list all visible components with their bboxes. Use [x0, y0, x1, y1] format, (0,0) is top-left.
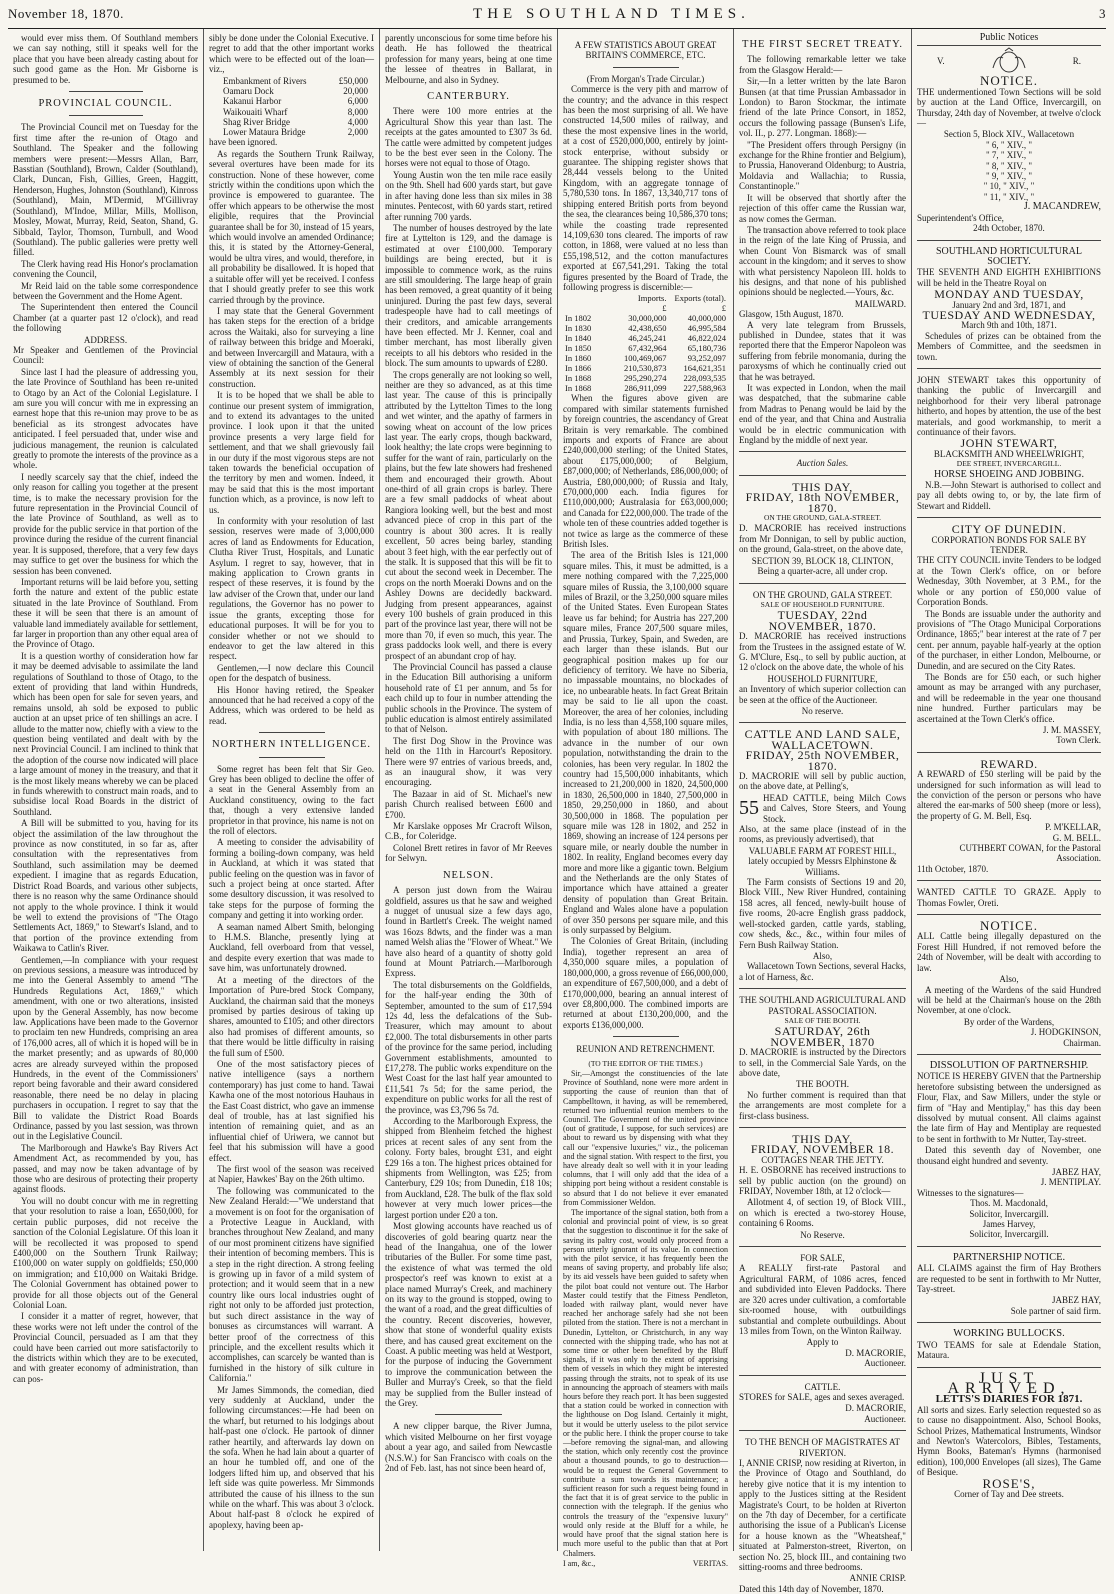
- ad-body: A REALLY first-rate Pastoral and Agricultural FARM, of 1086 acres, fenced and subdivided into Eleven Paddocks. There are 320 acres under cultivation, a comfortable six-roomed house, with outbuildings substantial and complete outbuildings. About 13 miles from Town, on the Winton Railway.: [739, 1263, 906, 1336]
- divider: [739, 988, 906, 989]
- columns: [8, 29, 1106, 1594]
- notice-subtitle: CORPORATION BONDS FOR SALE BY TENDER.: [931, 534, 1087, 556]
- divider: [739, 722, 906, 723]
- shop-name: ROSE'S,: [982, 1475, 1036, 1491]
- divider: [739, 1430, 906, 1431]
- table-row: In 1830 42,438,650 46,995,584: [565, 323, 726, 334]
- ad-also: Also,: [812, 950, 833, 961]
- notice-signature: CUTHBERT COWAN, for the Pastoral Association.: [959, 843, 1101, 864]
- paragraph: Young Austin won the ten mile race easily on the 9th. Shell had 600 yards start, but gave in after having done less than six miles in 38 minutes. Pentecost, with 60 yards start, retired after running 700 yards.: [385, 169, 552, 222]
- paragraph: A new clipper barque, the River Jumna, which visited Melbourne on her first voyage about a year ago, and sailed from Newcastle (N.S.W.) for San Francisco with coals on the 2nd of Feb. last, has not since been heard of,: [385, 1421, 552, 1474]
- notice-date: MONDAY AND TUESDAY,: [934, 287, 1084, 302]
- notice-body: A meeting of the Wardens of the said Hundred will be held at the Chairman's house on the 28th November, at one o'clock.: [917, 984, 1101, 1016]
- divider: [435, 1414, 502, 1415]
- address-heading: ADDRESS.: [83, 334, 128, 345]
- paragraph: The total disbursements on the Goldfields, for the half-year ending the 30th of September, amounted to the sum of £17,594 12s 4d, less the defalcations of the Sub-Treasurer, which may amount to about £2,000. The total disbursements in other parts of the province for the same period, including Government establishments, amounted to £17,278. The public works expenditure on the West Coast for the last half year amounted to £11,541 7s 5d; for the same period, the expenditure on public works for all the rest of the province, was £3,796 5s 7d.: [385, 979, 552, 1115]
- paragraph: A very late telegram from Brussels, published in Dundee, states that it was reported there that the Emperor Napoleon was suffering from febrile monomania, during the paroxysms of which he continually cried out that he was betrayed.: [739, 319, 906, 382]
- royal-crest: V. R.: [917, 46, 1101, 76]
- paragraph: It is to be hoped that we shall be able to continue our present system of immigration, and to extend its advantages to the united province. I look upon it that the united province presents a very large field for settlement, and that we shall grievously fail in our duty if the most vigorous steps are not taken towards the beneficial occupation of the territory by men and women. Indeed, it may be said that this is the most important function which, as a province, is now left to us.: [209, 390, 374, 515]
- ad-body: Wallacetown Town Sections, several Hacks, a lot of Harness, &c.: [739, 961, 906, 982]
- paragraph: The Provincial Council met on Tuesday for the first time after the re-union of Otago and Southland. The Speaker and the following members were present:—Messrs Allan, Barr, Basstian (Southland), Brown, Calder (Southland), Clark, Duncan, Fish, Gillies, Green, Haggitt, Henderson, Hughes, Johnston (Southland), Kinross (Southland), Main, M'Dermid, M'Gillivray (Southland), M'Indoe, Millar, Mills, Mollison, Mosley, Mowat, Murray, Reid, Seaton, Shand, G. Sibbald, Taylor, Thomson, Turnbull, and Wood (Southland). The public galleries were pretty well filled.: [13, 122, 198, 258]
- letter-signoff: I am, &c., VERITAS.: [563, 1558, 728, 1568]
- source-note: (From Morgan's Trade Circular.): [586, 73, 705, 84]
- divider: [917, 240, 1101, 241]
- ad-body: D. MACRORIE has received instructions from the Trustees in the assigned estate of W. G. M'Clure, Esq., to sell by public auction, at 12 o'clock on the above date, the whole of his: [739, 631, 906, 673]
- list-item: Lower Mataura Bridge 2,000: [223, 127, 368, 138]
- divider: [69, 115, 143, 116]
- ad-name: D. MACRORIE,: [845, 1403, 906, 1414]
- ad-reserve: No reserve.: [801, 705, 844, 716]
- ad-subtitle: SALE OF HOUSEHOLD FURNITURE.: [760, 599, 885, 609]
- divider: [739, 1127, 906, 1128]
- ad-item: THE BOOTH.: [796, 1079, 849, 1090]
- paragraph: The first wool of the season was received at Napier, Hawkes' Bay on the 26th ultimo.: [209, 1164, 374, 1185]
- masthead: [8, 6, 1106, 29]
- table-row: In 1868 286,911,099 227,588,963: [565, 383, 726, 394]
- ad-role: Auctioneer.: [864, 1358, 906, 1369]
- paragraph: Sir,—In a letter written by the late Baron Bunsen (at that time Prussian Ambassador in London) to Baron Stockmar, the intimate friend of the late Prince Consort, in 1852, occurs the following passage (Bunsen's Life, vol. II., p. 277. Longman. 1868):—: [739, 76, 906, 139]
- ad-title: CATTLE.: [804, 1381, 841, 1392]
- paragraph: One of the most satisfactory pieces of native intelligence (says a northern contemporary) has just come to hand. Tawai Kawha one of the most notorious Hauhaus in the East Coast district, who gave an immense deal of trouble, has at last signified his intention of remaining quiet, and as an influential chief of Uriwera, we cannot but feel that his submission will have a good effect.: [209, 1058, 374, 1163]
- notice-signature: J. MENTIPLAY.: [1040, 1177, 1101, 1188]
- paragraph: The number of houses destroyed by the late fire at Lyttelton is 129, and the damage is estimated at over £100,000. Temporary buildings are being erected, but it is impossible to commence work, as the ruins are still smouldering. The large heap of grain has been removed, a great quantity of it being uninjured. During the past few days, several tradespeople have had to call meetings of their creditors, and amicable arrangements have been effected. Mr J. Kenner, coal and timber merchant, has most liberally given receipts to all his debtors who resided in the block. The sum amounts to upwards of £280.: [385, 222, 552, 369]
- ad-title: THE SOUTHLAND AGRICULTURAL AND PASTORAL ASSOCIATION.: [739, 995, 906, 1016]
- notice-signature: P. M'KELLAR,: [1045, 822, 1101, 833]
- paragraph: It is a question worthy of consideration how far it may be deemed advisable to assimilate the land regulations of Southland to those of Otago, to the extent of providing that land within Hundreds, which has been open for sale for seven years, and remains unsold, ah sold be exposed to public auction at an upset price of ten shillings an acre. I allude to the matter now, chiefly with a view to the question being ventilated and dealt with by the next Provincial Council. I am inclined to think that the adoption of the course now indicated will place a large amount of money in the treasury, and that it is the most likely means whereby we can be placed in funds wherewith to construct main roads, and to subsidise local Road Boards in the district of Southland.: [13, 650, 198, 817]
- divider: [69, 91, 143, 92]
- notice-body: NOTICE IS HEREBY GIVEN that the Partnership heretofore subsisting between the undersigned as Flour, Flax, and Saw Millers, under the style or firm of "Hay and Mentiplay," has this day been dissolved by mutual consent. All claims against the late firm of Hay and Mentiplay are requested to be sent in forthwith to Mr Nutter, Tay-street.: [917, 1071, 1101, 1144]
- notice-date: 24th October, 1870.: [973, 223, 1045, 234]
- notice-body: N.B.—John Stewart is authorised to collect and pay all debts owing to, or by, the late firm of Stewart and Riddell.: [917, 480, 1101, 511]
- list-item: " 8, " XIV., ": [985, 160, 1033, 171]
- table-row: In 1860 100,469,067 93,252,097: [565, 353, 726, 364]
- notice-body: A REWARD of £50 sterling will be paid by the undersigned for such information as will lead to the conviction of the person or persons who have altered the ear-marks of 500 sheep (more or less), the property of G. M. Bell, Esq.: [917, 769, 1101, 821]
- paragraph: As regards the Southern Trunk Railway, several overtures have been made for its construction. None of these however, come strictly within the conditions upon which the province is empowered to guarantee. The offer which appears to be otherwise the most eligible, requires that the Provincial guarantee shall be for 30, instead of 15 years, which would involve an amended Ordinance; this, it is stated by the Attorney-General, would be ultra vires, and would, therefore, in all probability be disallowed. It is hoped that a suitable offer will yet be received. I confess that I should greatly prefer to see this work carried through by the province.: [209, 148, 374, 305]
- list-item: " 9, " XIV., ": [985, 171, 1033, 182]
- notice-name: JOHN STEWART,: [960, 436, 1058, 451]
- divider: [739, 1246, 906, 1247]
- ad-day: THIS DAY,: [792, 479, 853, 494]
- ad-item: VALUABLE FARM AT FOREST HILL,: [748, 845, 897, 856]
- signature: MAILWARD.: [854, 298, 906, 309]
- column-3: [380, 29, 558, 1551]
- column-1: [8, 29, 204, 1551]
- notice-title: NOTICE.: [980, 918, 1038, 934]
- notice-role: Chairman.: [1063, 1037, 1101, 1048]
- paragraph: The Colonies of Great Britain, (including India), together represent an area of 4,350,000 square miles, a population of 180,000,000, a gross revenue of £66,000,000, an expenditure of £67,500,000, and a debt of £170,000,000, bearing an annual interest of over £8,800,000. The combined imports are returned at about £130,200,000, and the exports £136,000,000.: [563, 936, 728, 1030]
- notice-office: Superintendent's Office,: [917, 212, 1004, 223]
- divider: [739, 583, 906, 584]
- ad-item: HOUSEHOLD FURNITURE,: [767, 673, 878, 684]
- paragraph: The Provincial Council has passed a clause in the Education Bill authorising a uniform household rate of £1 per annum, and 5s for each child up to four in number attending the public schools in the Province. The system of public education is almost entirely assimilated to that of Nelson.: [385, 661, 552, 735]
- auction-sales-heading: Auction Sales.: [796, 458, 849, 469]
- notice-body: Schedules of prizes can be obtained from the Members of Committee, and the seedsmen in town.: [917, 330, 1101, 362]
- paragraph: The following was communicated to the New Zealand Herald:—"We understand that a movement is on foot for the organisation of a Protective League in Auckland, with branches throughout New Zealand, and many of our most prominent citizens have signified their intention of becoming members. This is a step in the right direction. A strong feeling is growing up in favor of a mild system of protection; and it would seem that in a new country like ours local industries ought of right not only to be afforded just protection, but such direct assistance in the way of bonuses as circumstances will warrant. A better proof of the correctness of this principle, and the excellent results which it accomplishes, can scarcely be wanted than is furnished in the history of silk culture in California.": [209, 1185, 374, 1384]
- notice-title: WORKING BULLOCKS.: [953, 1328, 1065, 1340]
- paragraph: Gentlemen,—I now declare this Council open for the despatch of business.: [209, 662, 374, 684]
- ad-title: ON THE GROUND, GALA STREET.: [752, 589, 893, 600]
- ad-body: D. MACRORIE is instructed by the Directors to sell, in the Commercial Sale Yards, on the above date,: [739, 1047, 906, 1078]
- paragraph: Mr James Simmonds, the comedian, died very suddenly at Auckland, under the following circumstances:—He had been on the wharf, but returned to his lodgings about half-past one o'clock. He partook of dinner rather heartily, and afterwards lay down on the sofa. When he had lain about a quarter of an hour he tumbled off, and one of the lodgers lifted him up, and observed that his left side was quite powerless. Mr Simmonds attributed the cause of his illness to the sun while on the wharf. This was about 3 o'clock. About half-past 8 o'clock he expired of apoplexy, having been ap-: [209, 1384, 374, 1530]
- notice-body: TWO TEAMS for sale at Edendale Station, Mataura.: [917, 1339, 1101, 1361]
- witness-role: Solicitor, Invercargill.: [969, 1229, 1049, 1240]
- divider: [917, 880, 1101, 881]
- ad-body: STORES for SALE, ages and sexes averaged.: [739, 1391, 905, 1402]
- paragraph: Sir,—Amongst the constituencies of the late Province of Southland, none were more ardent in supporting the cause of reunion than that of Campbelltown, it having, as will be remembered, returned two influential reunion members to the Council. The Government of the united province (out of gratitude, I suppose, for such services) are about to reward us by dispensing with what they call our "expensive luxuries," viz., the policeman and the signal station. With respect to the first, you have already dealt so well with it in your leading columns, that I will only add that the idea of a shipping port being without a resident constable is so absurd that I do not believe it ever emanated from Commissioner Weldon.: [563, 1068, 728, 1207]
- paragraph: It was expected in London, when the mail was despatched, that the submarine cable from Madras to Penang would be laid by the end of the year, and that China and Australia would be in electric communication with England by the middle of next year.: [739, 383, 906, 446]
- notice-title: REWARD.: [980, 756, 1038, 771]
- page-number: 3: [1099, 6, 1106, 21]
- notice-role: Sole partner of said firm.: [1010, 1305, 1101, 1316]
- paragraph: His Honor having retired, the Speaker announced that he had received a copy of the Address, which was ordered to be held as read.: [209, 684, 374, 726]
- notice-signature: JABEZ HAY,: [1051, 1295, 1101, 1306]
- table-row: In 1802 30,000,000 40,000,000: [565, 313, 726, 324]
- paragraph: Some regret has been felt that Sir Geo. Grey has been obliged to decline the offer of a seat in the General Assembly from an Auckland constituency, owing to the fact that, though a very extensive landed proprietor in that province, his name is not on the roll of electors.: [209, 763, 374, 836]
- ad-body: H. E. OSBORNE has received instructions to sell by public auction (on the ground) on FRIDAY, November 18th, at 12 o'clock—: [739, 1165, 906, 1197]
- notice-title: PARTNERSHIP NOTICE.: [952, 1251, 1066, 1263]
- section-heading-reunion: REUNION AND RETRENCHMENT.: [576, 1044, 715, 1055]
- column-4: [558, 29, 734, 1568]
- notice-body: ALL CLAIMS against the firm of Hay Brothers are requested to be sent in forthwith to Mr Nutter, Tay-street.: [917, 1263, 1101, 1295]
- list-item: Embankment of Rivers £50,000: [223, 75, 368, 86]
- paragraph: The importance of the signal station, both from a colonial and provincial point of view, is so great that the suggestion to discontinue it for the sake of saving its paltry cost, would only proceed from a person utterly ignorant of its value. In connection with the pilot service, it has frequently been the means of saving property, and probably life also; by its aid vessels have been guided to safety when the pilot boat could not venture out. The Harbor Master could testify that the Fitness Pendleton, loaded with railway plant, would never have reached her anchorage safely had she not been piloted from the station. There is not a merchant in Dunedin, Lyttelton, or Christchurch, in any way connected with the shipping trade, who has not at some time or other been benefited by the Bluff signals, if it was only to the extent of apprising them of vessels in which they might be interested passing through the straits, not to speak of its use in announcing the approach of steamers with mails hours before they reach port. It has been suggested that a station could be worked in connection with the lighthouse on Dog Island. Certainly it might, but it would be utterly useless to the pilot service or the public here. I think the proper course to take—before removing the signal-man, and allowing the station, which only recently cost the province about a thousand pounds, to go to destruction—would be to request the General Government to contribute a sum towards its maintenance; a sufficient reason for such a request being found in the fact that it is of great service to the public in connection with the telegraph. If the genius who controls the treasury of the "expensive luxury" would only reside at the Bluff for a while, he would have proof that the signal station here is much more useful to the public than that at Port Chalmers.: [563, 1207, 728, 1558]
- paragraph: The crops generally are not looking so well, neither are they so advanced, as at this time last year. The cause of this is principally attributed by the Lyttelton Times to the long and wet winter, and the apathy of farmers in sowing wheat on account of the low prices last year. The early crops, though backward, look healthy; the late crops were beginning to suffer for the want of rain, particularly on the plains, but the few late showers had freshened them and encouraged their growth. About one-third of all grain crops is barley. There are a few small paddocks of wheat about Rangiora looking well, but the best and most advanced piece of crop in this part of the country is about 300 acres. It is really excellent, 50 acres being barley, standing about 3 feet high, with the ear perfectly out of the stalk. It is supposed that this will be fit to cut about the second week in December. The crops on the north Moeraki Downs and on the Ashley Downs are decidedly backward. Judging from present appearances, against every 100 bushels of grain produced in this part of the province last year, there will not be more than 70, if even so much, this year. The grass paddocks look well, and there is every prospect of an abundant crop of hay.: [385, 369, 552, 661]
- list-item: Section 5, Block XIV., Wallacetown: [943, 129, 1075, 140]
- ad-title: CATTLE AND LAND SALE, WALLACETOWN.: [744, 727, 901, 752]
- ad-reserve: No Reserve.: [800, 1229, 845, 1240]
- paragraph: In conformity with your resolution of last session, reserves were made of 3,000,000 acres of land as Endowments for Education, Clutha River Trust, Hospitals, and Lunatic Asylum. I regret to say, however, that in making application to Crown grants in respect of these reserves, it is found by the law adviser of the Crown that, under our land regulations, the Governor has no power to issue the grants, excepting those for educational purposes. It will be for you to consider whether or not we should to endeavor to get the law altered in this respect.: [209, 516, 374, 662]
- ad-title: TO THE BENCH OF MAGISTRATES AT RIVERTON.: [745, 1437, 900, 1458]
- section-heading-statistics: A FEW STATISTICS ABOUT GREAT BRITAIN'S COMMERCE, ETC.: [574, 40, 717, 61]
- notice-by: By order of the Wardens,: [963, 1016, 1055, 1027]
- divider: [613, 1036, 679, 1037]
- paragraph: I consider it a matter of regret, however, that these works were not left under the control of the Provincial Council, persuaded as I am that they could have been carried out more satisfactorily to the districts within which they are to be executed, and with greater economy of administration, than can pos-: [13, 1311, 198, 1384]
- section-heading-canterbury: CANTERBURY.: [427, 91, 510, 103]
- table-units: £ £: [662, 303, 726, 314]
- ad-place: ON THE GROUND, GALA-STREET.: [763, 513, 881, 523]
- shop-address: Corner of Tay and Dee streets.: [954, 1488, 1064, 1499]
- paragraph: The area of the British Isles is 121,000 square miles. This, it must be admitted, is a mere nothing compared with the 7,225,000 square miles of Russia, the 3,100,000 square miles of Brazil, or the 3,250,000 square miles of the United States. Even European States leave us far behind; for Austria has 227,200 square miles, France 207,500 square miles, and Prussia, Turkey, Spain, and Sweden, are each larger than these islands. But our geographical position makes up for our deficiency of territory. We have no Siberia, no impassable mountains, no blockades of ice, no unbearable heats. In fact Great Britain may be said to lie all upon the coast. Moreover, the area of her colonies, including India, is no less than 4,558,100 square miles, with population of about 180 millions. The advance in the number of our own population, notwithstanding the drain to the colonies, has been very regular. In 1802 the country had 15,500,000 inhabitants, which increased to 21,200,000 in 1820, 24,500,000 in 1830, 26,500,000 in 1840, 27,500,000 in 1850, 29,250,000 in 1860, and about 30,500,000 in 1868. The population per square mile was 128 in 1802, and 252 in 1869, showing an increase of 124 persons per square mile, or nearly double the number in 1802. In reality, England becomes every day more and more like a gigantic town. Belgium and the Netherlands are the only States of importance which have attained a greater density of population than Great Britain. England and Wales alone have a population of over 350 persons per square mile, and this is only surpassed by Belgium.: [563, 550, 728, 936]
- paragraph: The transaction above referred to took place in the reign of the late King of Prussia, and when Count Von Bismarck was of small account in the kingdom; and it serves to show with what persistency Napoleon III. holds to his designs, and that none of his published opinions should be neglected.—Yours, &c.: [739, 224, 906, 298]
- divider: [739, 1375, 906, 1376]
- paragraph: The Superintendent then entered the Council Chamber (at a quarter past 12 o'clock), and read the following: [13, 302, 198, 334]
- notice-address: DEE STREET, INVERCARGILL.: [956, 459, 1062, 469]
- masthead-title: THE SOUTHLAND TIMES.: [473, 6, 750, 22]
- notice-body: JOHN STEWART takes this opportunity of thanking the public of Invercargill and neighborhood for their very liberal patronage hitherto, and hopes by attention, the use of the best materials, and good workmanship, to merit a continuance of their favors.: [917, 374, 1101, 437]
- divider: [259, 757, 325, 758]
- paragraph: I needly scarcely say that the chief, indeed the only reason for calling you together at the present time, is to make the necessary provision for the future representation in the Provincial Council of the late Province of Southland, as well as to provide for the public service in that portion of the province during the residue of the current financial year. It is supposed, therefore, that a very few days may suffice to get over the business for which the session has been convened.: [13, 471, 198, 576]
- paragraph: A person just down from the Wairau goldfield, assures us that he saw and weighed a nugget of unusual size a few days ago, found in Bartlett's Creek. The weight named was 16ozs 8dwts, and the finder was a man named Welsh alias the "Flower of Wheat." We have also heard of a quantity of shotty gold found at Mount Patriarch.—Marlborough Express.: [385, 885, 552, 979]
- list-item: " 10, " XIV., ": [983, 181, 1035, 192]
- notice-date-detail: January 2nd and 3rd, 1871, and: [952, 299, 1066, 310]
- divider: [917, 914, 1101, 915]
- notice-signature: J. M. MASSEY,: [1042, 724, 1101, 735]
- ad-body: No further comment is required than that the arrangements are most complete for a first-class business.: [739, 1089, 906, 1121]
- notice-title: NOTICE.: [980, 73, 1038, 89]
- notice-signature: J. HODGKINSON,: [1030, 1027, 1101, 1038]
- paragraph: Colonel Brett retires in favor of Mr Reeves for Selwyn.: [385, 842, 552, 864]
- paragraph: Most glowing accounts have reached us of discoveries of gold bearing quartz near the head of the Inangahua, one of the lower tributaries of the Buller. For some time past, the existence of what was termed the old prospector's reef was known to exist at a place named Murray's Creek, and machinery on its way to the ground is stopped, owing to the want of a road, and the great difficulties of the country. Recent discoveries, however, show that stone of wonderful quality exists there, and has caused great excitement on the Coast. A public meeting was held at Westport, for the purpose of inducing the Government to improve the communication between the Buller and Murray's Creek, so that the field may be supplied from the Buller instead of the Grey.: [385, 1221, 552, 1408]
- paragraph: have been ignored.: [209, 137, 278, 148]
- paragraph: At a meeting of the directors of the Importation of Pure-bred Stock Company, Auckland, the chairman said that the moneys promised by parties desirous of taking up shares, amounted to £105; and other directors also had promises of different amounts, so that there would be little difficulty in raising the full sum of £500.: [209, 974, 374, 1058]
- section-heading-nelson: NELSON.: [442, 869, 495, 881]
- column-2: [204, 29, 380, 1551]
- paragraph: The Bazaar in aid of St. Michael's new parish Church realised between £600 and £700.: [385, 788, 552, 820]
- ad-title: COTTAGES NEAR THE JETTY.: [761, 1154, 884, 1165]
- paragraph: The Clerk having read His Honor's proclamation convening the Council,: [13, 258, 198, 280]
- divider: [613, 67, 679, 68]
- ad-apply: Apply to: [806, 1337, 839, 1348]
- ad-subtitle: SALE OF THE BOOTH.: [784, 1015, 861, 1025]
- notice-body: THE SEVENTH AND EIGHTH EXHIBITIONS will be held in the Theatre Royal on: [917, 267, 1101, 288]
- divider: [917, 1246, 1101, 1247]
- paragraph: The Marlborough and Hawke's Bay Rivers Act Amendment Act, as recommended by you, has passed, and may now be taken advantage of by those who are desirous of protecting their property against floods.: [13, 1142, 198, 1195]
- divider: [917, 1054, 1101, 1055]
- notice-role: Town Clerk.: [1056, 735, 1101, 746]
- divider: [917, 1322, 1101, 1323]
- ad-title: FOR SALE,: [800, 1253, 845, 1264]
- column-6: [912, 29, 1106, 1551]
- list-item: Waikouaiti Wharf 8,000: [223, 106, 368, 117]
- table-header: Imports. Exports (total).: [637, 293, 726, 304]
- paragraph: A Bill will be submitted to you, having for its object the assimilation of the law throughout the province as now constituted, in so far as, after consultation with the representatives from Southland, such assimilation may be deemed expedient. I imagine that as regards Education, District Road Boards, and various other subjects, there is no reason why the same Ordinance should not apply to the whole province. I think it would be well to extend the provisions of "The Otago Settlements Act, 1869," to Stewart's Island, and to that portion of the province extending from Waikawa to Catlin's River.: [13, 818, 198, 954]
- table-row: In 1850 67,432,964 65,180,736: [565, 343, 726, 354]
- ad-name: ANNIE CRISP.: [849, 1573, 906, 1584]
- witness: Thos. M. Macdonald,: [970, 1198, 1048, 1209]
- ad-detail: lately occupied by Messrs Elphinstone & Williams.: [748, 856, 897, 877]
- paragraph: Commerce is the very pith and marrow of the country; and the advance in this respect has been the most surprising of all. We have constructed 14,500 miles of railway, and these the most expensive lines in the world, at a cost of £520,000,000, entirely by joint-stock enterprise, without subsidy or guarantee. The shipping register shows that 28,444 vessels belong to the United Kingdom, with an aggregate tonnage of 5,780,530 tons. In 1867, 13,340,717 tons of shipping entered British ports from beyond the sea, the clearances being 10,586,370 tons; while the coasting trade represented 14,109,630 tons cleared. The imports of raw cotton, in 1868, were valued at no less than £55,198,512, and the cotton manufactures exported at £67,541,291. Taking the total figures presented by the Board of Trade, the following progress is discernible:—: [563, 84, 728, 292]
- column-5: [734, 29, 912, 1594]
- ad-role: Auctioneer.: [864, 1413, 906, 1424]
- notice-signature: G. M. BELL.: [1052, 832, 1101, 843]
- table-row: In 1868 295,290,274 228,093,535: [565, 373, 726, 384]
- paragraph: A seaman named Albert Smith, belonging to H.M.S. Blanche, presently lying at Auckland, fell overboard from that vessel, and despite every exertion that was made to save him, was unfortunately drowned.: [209, 921, 374, 974]
- witness-role: Solicitor, Invercargill.: [969, 1208, 1049, 1219]
- paragraph: The first Dog Show in the Province was held on the 11th in Harcourt's Repository. There were 97 entries of various breeds, and, as an inaugural show, it was very encouraging.: [385, 735, 552, 788]
- notice-date: 11th October, 1870.: [917, 863, 989, 874]
- paragraph: A meeting to consider the advisability of forming a boiling-down company, was held in Auckland, at which it was stated that public feeling on the question was in favor of such a project being at once started. After some desultory discussion, it was resolved to take steps for the purpose of forming the company and getting it into working order.: [209, 837, 374, 921]
- section-list: [917, 129, 1101, 202]
- ad-name: D. MACRORIE,: [845, 1347, 906, 1358]
- witness: James Harvey,: [982, 1219, 1036, 1230]
- section-heading-provincial-council: PROVINCIAL COUNCIL.: [38, 98, 173, 110]
- notice-title: JUST ARRIVED,: [947, 1369, 1071, 1397]
- divider: [917, 517, 1101, 518]
- table-row: In 1866 210,530,873 164,621,351: [565, 363, 726, 374]
- trade-table: [563, 293, 728, 393]
- list-item: " 11, " XIV., ": [983, 191, 1035, 202]
- ad-body: I, ANNIE CRISP, now residing at Riverton, in the Province of Otago and Southland, do hereby give notice that it is my intention to apply to the Justices sitting at the Resident Magistrate's Court, to be holden at Riverton on the 7th day of December, for a certificate authorising the issue of a Publican's License for a house known as the "Wheatsheaf," situated at Palmerston-street, Riverton, on section No. 25, block III., and containing two sitting-rooms and three bedrooms.: [739, 1457, 906, 1573]
- ad-body: an Inventory of which superior collection can be seen at the office of the Auctioneer.: [739, 684, 906, 705]
- ad-body: D. MACRORIE has received instructions from Mr Donnigan, to sell by public auction, on the ground, Gala-street, on the above date,: [739, 523, 906, 555]
- notice-title: HORSE SHOEING AND JOBBING.: [933, 468, 1084, 480]
- divider: [917, 752, 1101, 753]
- notice-signature: JABEZ HAY,: [1051, 1167, 1101, 1177]
- notice-date-detail: March 9th and 10th, 1871.: [961, 320, 1057, 331]
- notice-title: SOUTHLAND HORTICULTURAL SOCIETY.: [936, 245, 1082, 267]
- salutation: Mr Speaker and Gentlemen of the Provincial Council:: [13, 344, 198, 366]
- paragraph: According to the Marlborough Express, the shipped from Blenheim fetched the highest prices at recent sales of any sent from the colony. Forty bales, brought £31, and eight £29 16s a ton. The highest prices obtained for shipments from Wellington, was £25; from Canterbury, £29 10s; from Dunedin, £18 10s; from Auckland, £28. The bulk of the flax sold however at very much lower prices—the largest portion under £20 a ton.: [385, 1116, 552, 1220]
- works-list: [209, 76, 374, 138]
- notice-title: CITY OF DUNEDIN.: [951, 522, 1067, 537]
- dateline: Glasgow, 15th August, 1870.: [739, 309, 844, 320]
- divider: [917, 368, 1101, 369]
- paragraph: Gentlemen,—In compliance with your request on previous sessions, a measure was introduced by me into the General Assembly to amend "The Hundreds Regulations Act, 1869," which amendment, with one or two alterations, insisted upon by the General Assembly, has now become law. Applications have been made to the Governor to proclaim ten new Hundreds, comprising an area of 176,000 acres, all of which it is hoped will be in the market presently; and as upwards of 80,000 acres are already surveyed within the proposed Hundreds, in the event of the Commissioners' report being favorable and their award considered reasonable, there need be no delay in placing purchasers in occupation. I regret to say that the Bill to validate the District Road Boards Ordinance, passed by you last session, was thrown out in the Legislative Council.: [13, 954, 198, 1142]
- ad-date: FRIDAY, 18th NOVEMBER, 1870.: [745, 490, 900, 515]
- divider: [259, 732, 325, 733]
- notice-body: The Bonds are for £50 each, or such higher amount as may be arranged with any purchaser, and will be redeemable in the year one thousand nine hundred. Further particulars may be ascertained at the Town Clerk's office.: [917, 671, 1101, 724]
- ad-lot: SECTION 39, BLOCK 18, CLINTON,: [751, 555, 894, 566]
- notice-body: Dated this seventh day of November, one thousand eight hundred and seventy.: [917, 1145, 1101, 1166]
- ad-cattle: 55 HEAD CATTLE, being Milch Cows and Calves, Store Steers, and Young Stock.: [739, 792, 906, 824]
- table-row: In 1840 46,245,241 46,822,024: [565, 333, 726, 344]
- paragraph: Mr Reid laid on the table some correspondence between the Government and the Home Agent.: [13, 280, 198, 301]
- public-notices-header: Public Notices: [917, 33, 1101, 46]
- list-item: " 6, " XIV., ": [985, 139, 1033, 150]
- ad-body: D. MACRORIE will sell by public auction, on the above date, at Pelling's,: [739, 771, 906, 792]
- masthead-date: November 18, 1870.: [8, 6, 124, 21]
- notice-witnesses: Witnesses to the signatures—: [917, 1187, 1024, 1198]
- ad-body: Also, at the same place (instead of in the rooms, as previously advertised), that: [739, 824, 906, 845]
- list-item: Kakanui Harbor 6,000: [223, 96, 368, 107]
- notice-body: THE CITY COUNCIL invite Tenders to be lodged at the Town Clerk's office, on or before Wednesday, 30th November, at 3 P.M., for the whole or any portion of £50,000 value of Corporation Bonds.: [917, 555, 1101, 608]
- to-editor-note: (TO THE EDITOR OF THE TIMES.): [588, 1058, 703, 1068]
- ad-date: FRIDAY, 25th NOVEMBER, 1870.: [745, 748, 900, 773]
- paragraph: You will no doubt concur with me in regretting that your resolution to raise a loan, £650,000, for certain public purposes, did not receive the sanction of the Colonial Legislature. Of this loan it will be recollected it was proposed to spend £400,000 on the Southern Trunk Railway; £100,000 on water supply on goldfields; £50,000 on immigration; and £10,000 on Waitaki Bridge. The Colonial Government has obtained power to provide for all those objects out of the General Colonial Loan.: [13, 1195, 198, 1310]
- ad-date: FRIDAY, NOVEMBER 18.: [750, 1142, 895, 1157]
- notice-body: THE undermentioned Town Sections will be sold by auction at the Land Office, Invercargill, on Thursday, 24th day of November, at twelve o'clock—: [917, 86, 1101, 129]
- list-item: Shag River Bridge 4,000: [223, 116, 368, 127]
- crest-icon: [989, 48, 1029, 74]
- paragraph: sibly be done under the Colonial Executive. I regret to add that the other important works which were to be effected out of the loan—viz.,: [209, 33, 374, 75]
- divider: [739, 451, 906, 452]
- paragraph: I may state that the General Government has taken steps for the erection of a bridge across the Waitaki, also for surveying a line of railway between this bridge and Moeraki, and between Invercargill and Mataura, with a view of obtaining the sanction of the General Assembly at its next session for their construction.: [209, 305, 374, 389]
- paragraph: When the figures above given are compared with similar statements furnished by foreign countries, the ascendancy of Great Britain is very remarkable. The combined imports and exports of France are about £240,000,000 sterling; of the United States, about £175,000,000; of Belgium, £87,000,000; of Netherlands, £86,000,000; of Austria, £80,000,000; of Russia and Italy, £70,000,000 each. India figures for £110,000,000; Australasia for £63,000,000; and Canada for £22,000,000. The trade of the whole ten of these countries added together is not twice as large as the commerce of these British Isles.: [563, 393, 728, 550]
- section-heading-northern-intelligence: NORTHERN INTELLIGENCE.: [211, 739, 371, 751]
- notice-signature: J. MACANDREW,: [1023, 201, 1101, 213]
- notice-date: TUESDAY AND WEDNESDAY,: [922, 307, 1096, 322]
- paragraph: "The President offers through Persigny (in exchange for the Rhine frontier and Belgium), to Prussia, Hanoverand Oldenburg; to Austria, Moldavia and Wallachia; to Russia, Constantinople.": [739, 139, 906, 192]
- paragraph: parently unconscious for some time before his death. He has followed the theatrical profession for many years, being at one time the lessee of theatres in Ballarat, in Melbourne, and also in Sydney.: [385, 33, 552, 85]
- notice-title: DISSOLUTION OF PARTNERSHIP.: [929, 1059, 1089, 1071]
- notice-also: Also,: [999, 974, 1019, 985]
- paragraph: It will be observed that shortly after the rejection of this offer came the Russian war, as now comes the German.: [739, 192, 906, 224]
- notice-body: All sorts and sizes. Early selection requested so as to cause no disappointment. Also, School Books, School Prizes, Mathematical Instruments, Windsor and Newton's Watercolors, Bibles, Testaments, Hymn Books, Bateman's Hymns (harmonised edition), 100,000 Envelopes (all sizes), The Game of Besique.: [917, 1404, 1101, 1478]
- divider: [917, 1367, 1101, 1368]
- notice-trade: BLACKSMITH AND WHEELWRIGHT,: [933, 448, 1085, 459]
- notice-body: ALL Cattle being illegally depastured on the Forest Hill Hundred, if not removed before the 24th of November, will be dealt with according to law.: [917, 931, 1101, 973]
- list-item: " 7, " XIV., ": [985, 150, 1033, 161]
- paragraph: would ever miss them. Of Southland members we can say nothing, still it speaks well for the place that you have been already casting about for such good game as the Hon. Mr Gisborne is presumed to be.: [13, 33, 198, 85]
- paragraph: Since last I had the pleasure of addressing you, the late Province of Southland has been re-united to Otago by an Act of the Colonial Legislature. I am sure you will concur with me in expressing an earnest hope that this re-union may prove to be as beneficial as its strongest advocates have anticipated. I feel persuaded that, under wise and judicious management, the reunion is calculated greatly to promote the interests of the province as a whole.: [13, 366, 198, 471]
- paragraph: Mr Karslake opposes Mr Cracroft Wilson, C.B., for Coleridge.: [385, 821, 552, 842]
- ad-date: SATURDAY, 26th NOVEMBER, 1870: [770, 1024, 875, 1049]
- paragraph: Important returns will be laid before you, setting forth the nature and extent of the public estate situated in the late Province of Southland. From these it will be seen that there is an amount of valuable land immediately available for settlement, far larger in proportion than any other equal area of the Province of Otago.: [13, 576, 199, 650]
- section-heading-secret-treaty: THE FIRST SECRET TREATY.: [742, 39, 903, 50]
- ad-lot-detail: Being a quarter-acre, all under crop.: [757, 566, 888, 577]
- paragraph: The following remarkable letter we take from the Glasgow Herald:—: [739, 54, 906, 75]
- notice-subtitle: LETTS'S DIARIES FOR 1871.: [935, 1393, 1083, 1406]
- divider: [739, 475, 906, 476]
- notice-body: WANTED CATTLE TO GRAZE. Apply to Thomas Fowler, Oreti.: [917, 887, 1101, 908]
- ad-date: TUESDAY, 22nd NOVEMBER, 1870.: [768, 608, 877, 633]
- ad-date: Dated this 14th day of November, 1870.: [739, 1583, 884, 1594]
- list-item: Oamaru Dock 20,000: [223, 85, 368, 96]
- notice-body: The Bonds are issuable under the authority and provisions of "The Otago Municipal Corporations Ordinance, 1865;" bear interest at the rate of 7 per cent. per annum, payable half-yearly at the option of the purchaser, in either London, Melbourne, or Dunedin, and are secured on the City Rates.: [917, 608, 1101, 671]
- paragraph: There were 100 more entries at the Agricultural Show this year than last. The receipts at the gates amounted to £307 3s 6d. The cattle were admitted by competent judges to be the best ever seen in the Colony. The horses were not equal to those of Otago.: [385, 106, 552, 169]
- ad-body: Allotment 4, of section 19, of Block VIII., on which is erected a two-storey House, containing 6 Rooms.: [739, 1197, 906, 1229]
- ad-day: THIS DAY,: [792, 1132, 853, 1146]
- ad-body: The Farm consists of Sections 19 and 20, Block VIII., New River Hundred, containing 158 acres, all fenced, newly-built house of five rooms, 20-acre English grass paddock, well-stocked garden, cattle yards, stabling, cow sheds, &c., &c., within four miles of Fern Bush Railway Station.: [739, 877, 906, 950]
